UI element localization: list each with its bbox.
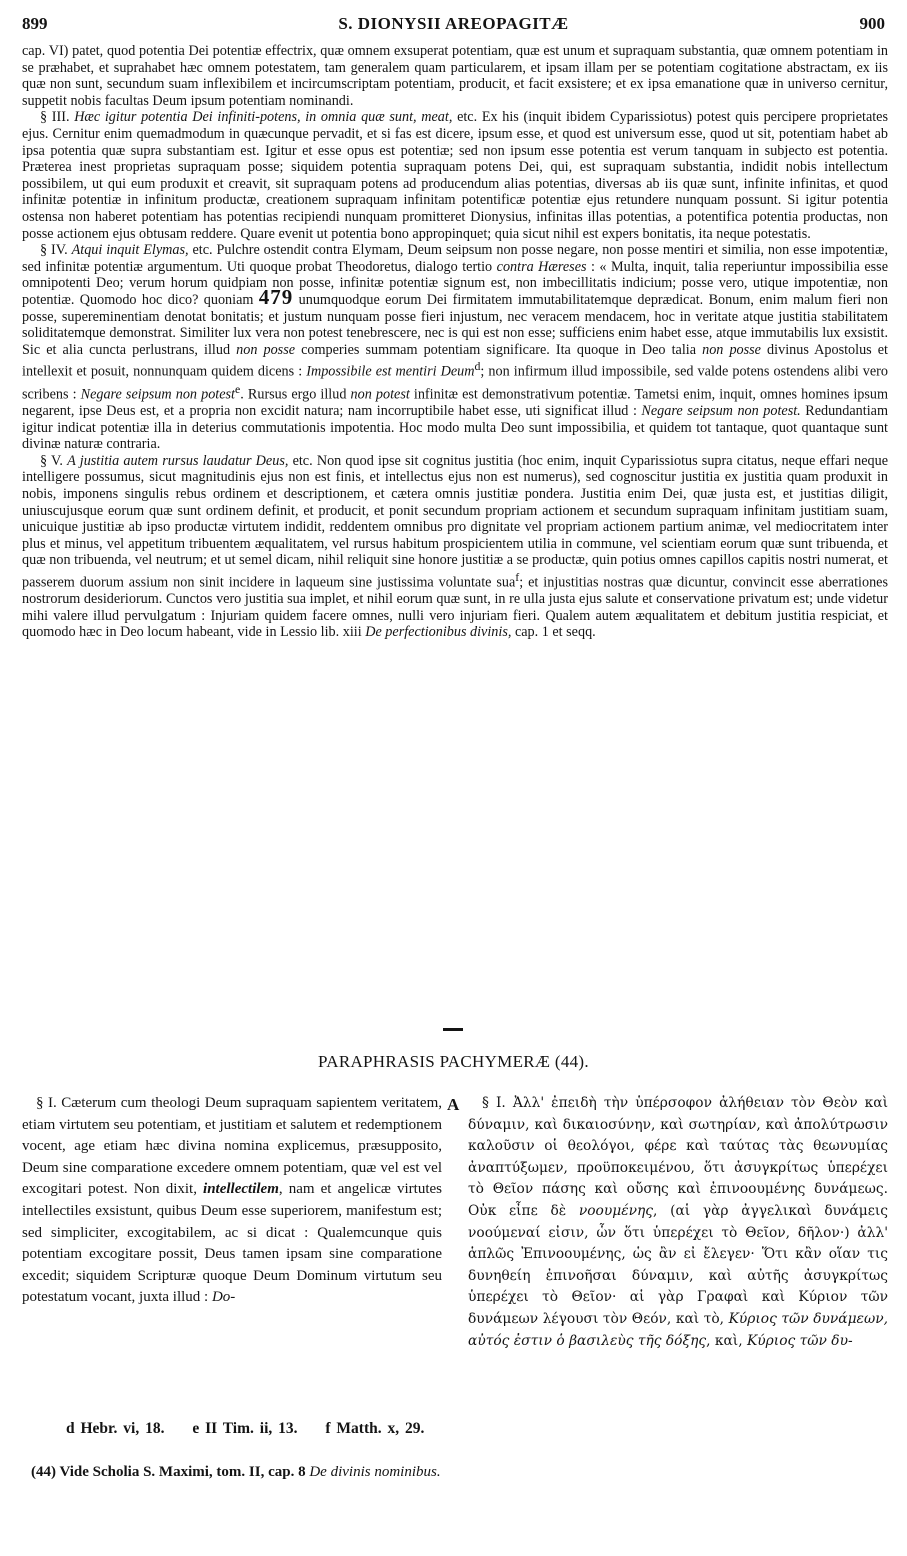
section-title: PARAPHRASIS PACHYMERÆ (44). [318, 1052, 589, 1071]
latin-paragraph: § I. Cæterum cum theologi Deum supraquam sapientem veritatem, etiam virtutem seu potentiam, et justitiam et salutem et redemptionem vocent, age etiam hæc divina nomina explicemus, præsupposito, Deum sine comparatione excedere omnem potentiam, quæ vel est vel excogitari potest. Non dixit, intellectilem, nam et angelicæ virtutes intellectiles exsistunt, quibus Deum esse superiorem, manifestum est; sed simpliciter, excogitabilem, ac si dicat : Qualemcunque quis potentiam excogitare possit, Deus tamen ipsam sine comparatione excedit; siquidem Scripturæ quoque Deum Dominum virtutum seu potestatum vocant, juxta illud : Do- [22, 1095, 442, 1306]
page-number-left: 899 [22, 14, 48, 33]
column-marker: A [447, 1095, 460, 1114]
lemma-quote: Hæc igitur potentia Dei infiniti-potens, in omnia quæ sunt, meat, [74, 109, 453, 126]
work-title: De perfectionibus divinis, [365, 624, 512, 641]
footnote-ref-e[interactable]: e [235, 381, 241, 396]
page-number-right: 900 [859, 14, 885, 33]
commentary-paragraph-4: § V. A justitia autem rursus laudatur Deus, etc. Non quod ipse sit cognitus justitia (hoc enim, inquit Cyparissiotus supra citatus, neque effari neque intelligere possumus, sicut magnitudinis ejus non est finis, et intellectus ejus non est numerus), sed cognoscitur justitia ex justitia quam produxit in nobis, imponens singulis rebus ordinem et descriptionem, et cætera omnis justitiæ pondera. Justitia enim Dei, quæ justa est, et justitias diligit, uniuscujusque eorum quæ sunt ordinem definit, et producit, et ponit secundum propriam actionem et secundum supraquam infinitam justitiam suam, unicuique justitiæ ab ipso productæ virtutem indidit, reddentem omnibus pro dignitate vel propriam actionem partium animæ, vel mediocritatem inter plus et minus, vel appetitum tribuentem æqualitatem, vel rursus habitum prospicientem utilia in commune, vel scientiam eorum quæ sunt tribuenda, et quæ non tribuenda, vel neutrum; et ut semel dicam, nihil reliquit sine honore justitiæ a se productæ, quin potius omnes capillos capitis nostri numerat, et passerem duorum assium non sinit incidere in laqueum sine justissima voluntate sua$^f$; et injustitias nostras quæ dicuntur, convincit esse aberrationes nostrorum desideriorum. Cunctos vero justitia sua implet, et nihil eorum quæ sunt, in re ulla justa ejus salute et conservatione privatum est; unde videtur mihi valere illud pervulgatum : Injuriam quidem facere omnes, nulli vero injuriam fieri. Qualem autem æqualitatem et debitum justitia respiciat, et quomodo hæc in Deo locum habeant, vide in Lessio lib. xiii De perfectionibus divinis, cap. 1 et seqq. [22, 452, 889, 641]
section-divider [443, 1028, 463, 1031]
lemma-quote: Atqui inquit Elymas, [71, 242, 189, 259]
latin-column [22, 1093, 442, 1309]
footnote-f: f Matth. x, 29. [325, 1420, 425, 1437]
work-title: contra Hæreses [496, 258, 587, 275]
scripture-quote: Impossibile est mentiri Deum [306, 364, 475, 381]
footnote-d: d Hebr. vi, 18. [66, 1420, 165, 1437]
commentary-paragraph-2: § III. Hæc igitur potentia Dei infiniti-potens, in omnia quæ sunt, meat, etc. Ex his (inquit ibidem Cyparissiotus) potest quis percipere proprietates ejus. Cernitur enim quemadmodum in quæcunque pervadit, et si fas est dicere, ipsum esse, et quod est universum esse, quod ut sit, potentiam habet ab ipsa potentia quæ supra substantiam est. Igitur et esse opus est potentiæ; sed non ipsum esse potentia est verum tanquam in subjecto est potentia. Præterea inest proprietas supraquam posse; siquidem potentia supraquam potens Dei, qui, est supraquam substantia, indidit nobis intellectum possibilem, ut qui eum produxit et creavit, sit supraquam potens ad producendum alias potentias, diversas ab iis quæ sunt, infinite infinitas, et quod infinitæ potentiæ in infinitum productæ, creationem supraquam infinitam potentificæ potentiæ ejus retundere nunquam possunt. Si igitur potentia ostensa non haberet potentiam has potentias recipiendi nunquam promitteret Dionysius, infinitas illas potentias, a potentifica potentia productas, non posse actionem ejus obtusam reddere. Quare evenit ut potentia bono appropinquet; quia sicut nihil est expers bonitatis, ita neque potestatis. [22, 109, 888, 242]
scripture-quote: Negare seipsum non potest [80, 386, 235, 403]
commentary-paragraph-3: § IV. Atqui inquit Elymas, etc. Pulchre ostendit contra Elymam, Deum seipsum non posse negare, non posse mentiri et similia, non esse impotentiæ, sed infinitæ potentiæ argumentum. Uti quoque probat Theodoretus, dialogo tertio contra Hæreses : « Multa, inquit, talia reperiuntur impossibilia esse omnipotenti Deo; verum horum quidpiam non posse, infinitæ potentiæ signum est, non imbecillitatis indicium; posse vero, utique impotentiæ, non potentiæ. Quomodo hoc dico? quoniam 479 unumquodque eorum Dei firmitatem immutabilitatemque deprædicat. Bonum, enim malum fieri non posse, supereminentiam denotat bonitatis; et justum nunquam posse fieri injustum, nec veracem mendacem, hoc in veritate atque justitia stabilitatem soliditatemque demonstrat. Similiter lux vera non potest tenebrescere, nec is qui est non esse; sufficiens enim habet esse, atque immutabilis lux exsistit. Sic et alia cuncta perlustrans, illud non posse comperies summam potentiam significare. Ita quoque in Deo talia non posse divinus Apostolus et intellexit et posuit, nonnunquam quidem dicens : Impossibile est mentiri Deum$^d$; non infirmum illud impossibile, sed valde potens ostendens alibi vero scribens : Negare seipsum non potest$^e$. Rursus ergo illud non potest infinitæ est demonstrativum potentiæ. Tametsi enim, inquit, omnes homines ipsum negarent, ipse Deus est, et a propria non excidit natura; nam incorruptibile habet esse, uti significat illud : Negare seipsum non potest. Redundantiam igitur indicat potentiæ illa in deterius commutationis impotentia. Hoc modo multa Deo sunt impossibilia, et quidem tot tantaque, quot quantaque sunt divinæ naturæ contraria. [22, 242, 889, 453]
footnotes [66, 1420, 446, 1438]
footnote-ref-d[interactable]: d [474, 359, 481, 374]
work-title: De divinis nominibus. [309, 1464, 441, 1480]
commentary-paragraph-1: cap. VI) patet, quod potentia Dei potentiæ effectrix, quæ omnem exsuperat potentiam, quæ est unum et supraquam substantia, quæ omnem potentiam in se præhabet, et suprahabet hæc omnem potestatem, tam generalem quam particularem, et ipsam illam per se potentiam cogitatione abstractam, ex iis quæ non sunt, secundum suam inflexibilem et incircumscriptam potentiam, producit, et facit exsistere; et ex ipsa emanatione quæ in universo cernitur, suppetit nobis facultas Deum ipsum potentiam nominandi. [22, 43, 888, 109]
commentary-block [22, 43, 888, 641]
section-mark-iii: § III. [40, 109, 70, 126]
running-title: S. DIONYSII AREOPAGITÆ [338, 14, 569, 33]
section-mark-iv: § IV. [40, 242, 68, 259]
marginal-number: 479 [258, 284, 294, 309]
greek-column [468, 1093, 888, 1352]
lemma-quote: A justitia autem rursus laudatur Deus, [67, 452, 289, 469]
section-mark-v: § V. [40, 452, 63, 469]
footnote-ref-f[interactable]: f [515, 569, 520, 584]
scripture-quote: Negare seipsum non potest. [641, 402, 801, 419]
greek-paragraph: § I. Ἀλλ' ἐπειδὴ τὴν ὑπέρσοφον ἀλήθειαν τὸν Θεὸν καὶ δύναμιν, καὶ δικαιοσύνην, καὶ σωτηρίαν, καὶ ἀπολύτρωσιν καλοῦσιν οἱ θεολόγοι, φέρε καὶ ταύτας τὰς θεωνυμίας ἀναπτύξωμεν, προϋποκειμένου, ὅτι ἀσυγκρίτως ὑπερέχει τὸ Θεῖον πάσης καὶ οὔσης καὶ ἐπινοουμένης δυνάμεως. Οὐκ εἶπε δὲ νοουμένης, (αἱ γὰρ ἀγγελικαὶ δυνάμεις νοούμεναί εἰσιν, ὧν ὅτι ὑπερέχει τὸ Θεῖον, δῆλον·) ἀλλ' ἁπλῶς Ἐπινοουμένης, ὡς ἂν εἰ ἔλεγεν· Ὅτι κἂν οἵαν τις δυνηθείη ἐπινοῆσαι δύναμιν, καὶ αὐτῆς ἀσυγκρίτως ὑπερέχει τὸ Θεῖον· αἱ γὰρ Γραφαὶ καὶ Κύριον τῶν δυνάμεων λέγουσι τὸν Θεόν, καὶ τὸ, Κύριος τῶν δυνάμεων, αὐτός ἐστιν ὁ βασιλεὺς τῆς δόξης, καὶ, Κύριος τῶν δυ- [468, 1095, 888, 1349]
source-note: (44) Vide Scholia S. Maximi, tom. II, cap. 8 De divinis nominibus. [31, 1464, 441, 1480]
footnote-e: e II Tim. ii, 13. [192, 1420, 298, 1437]
running-header [22, 14, 885, 40]
